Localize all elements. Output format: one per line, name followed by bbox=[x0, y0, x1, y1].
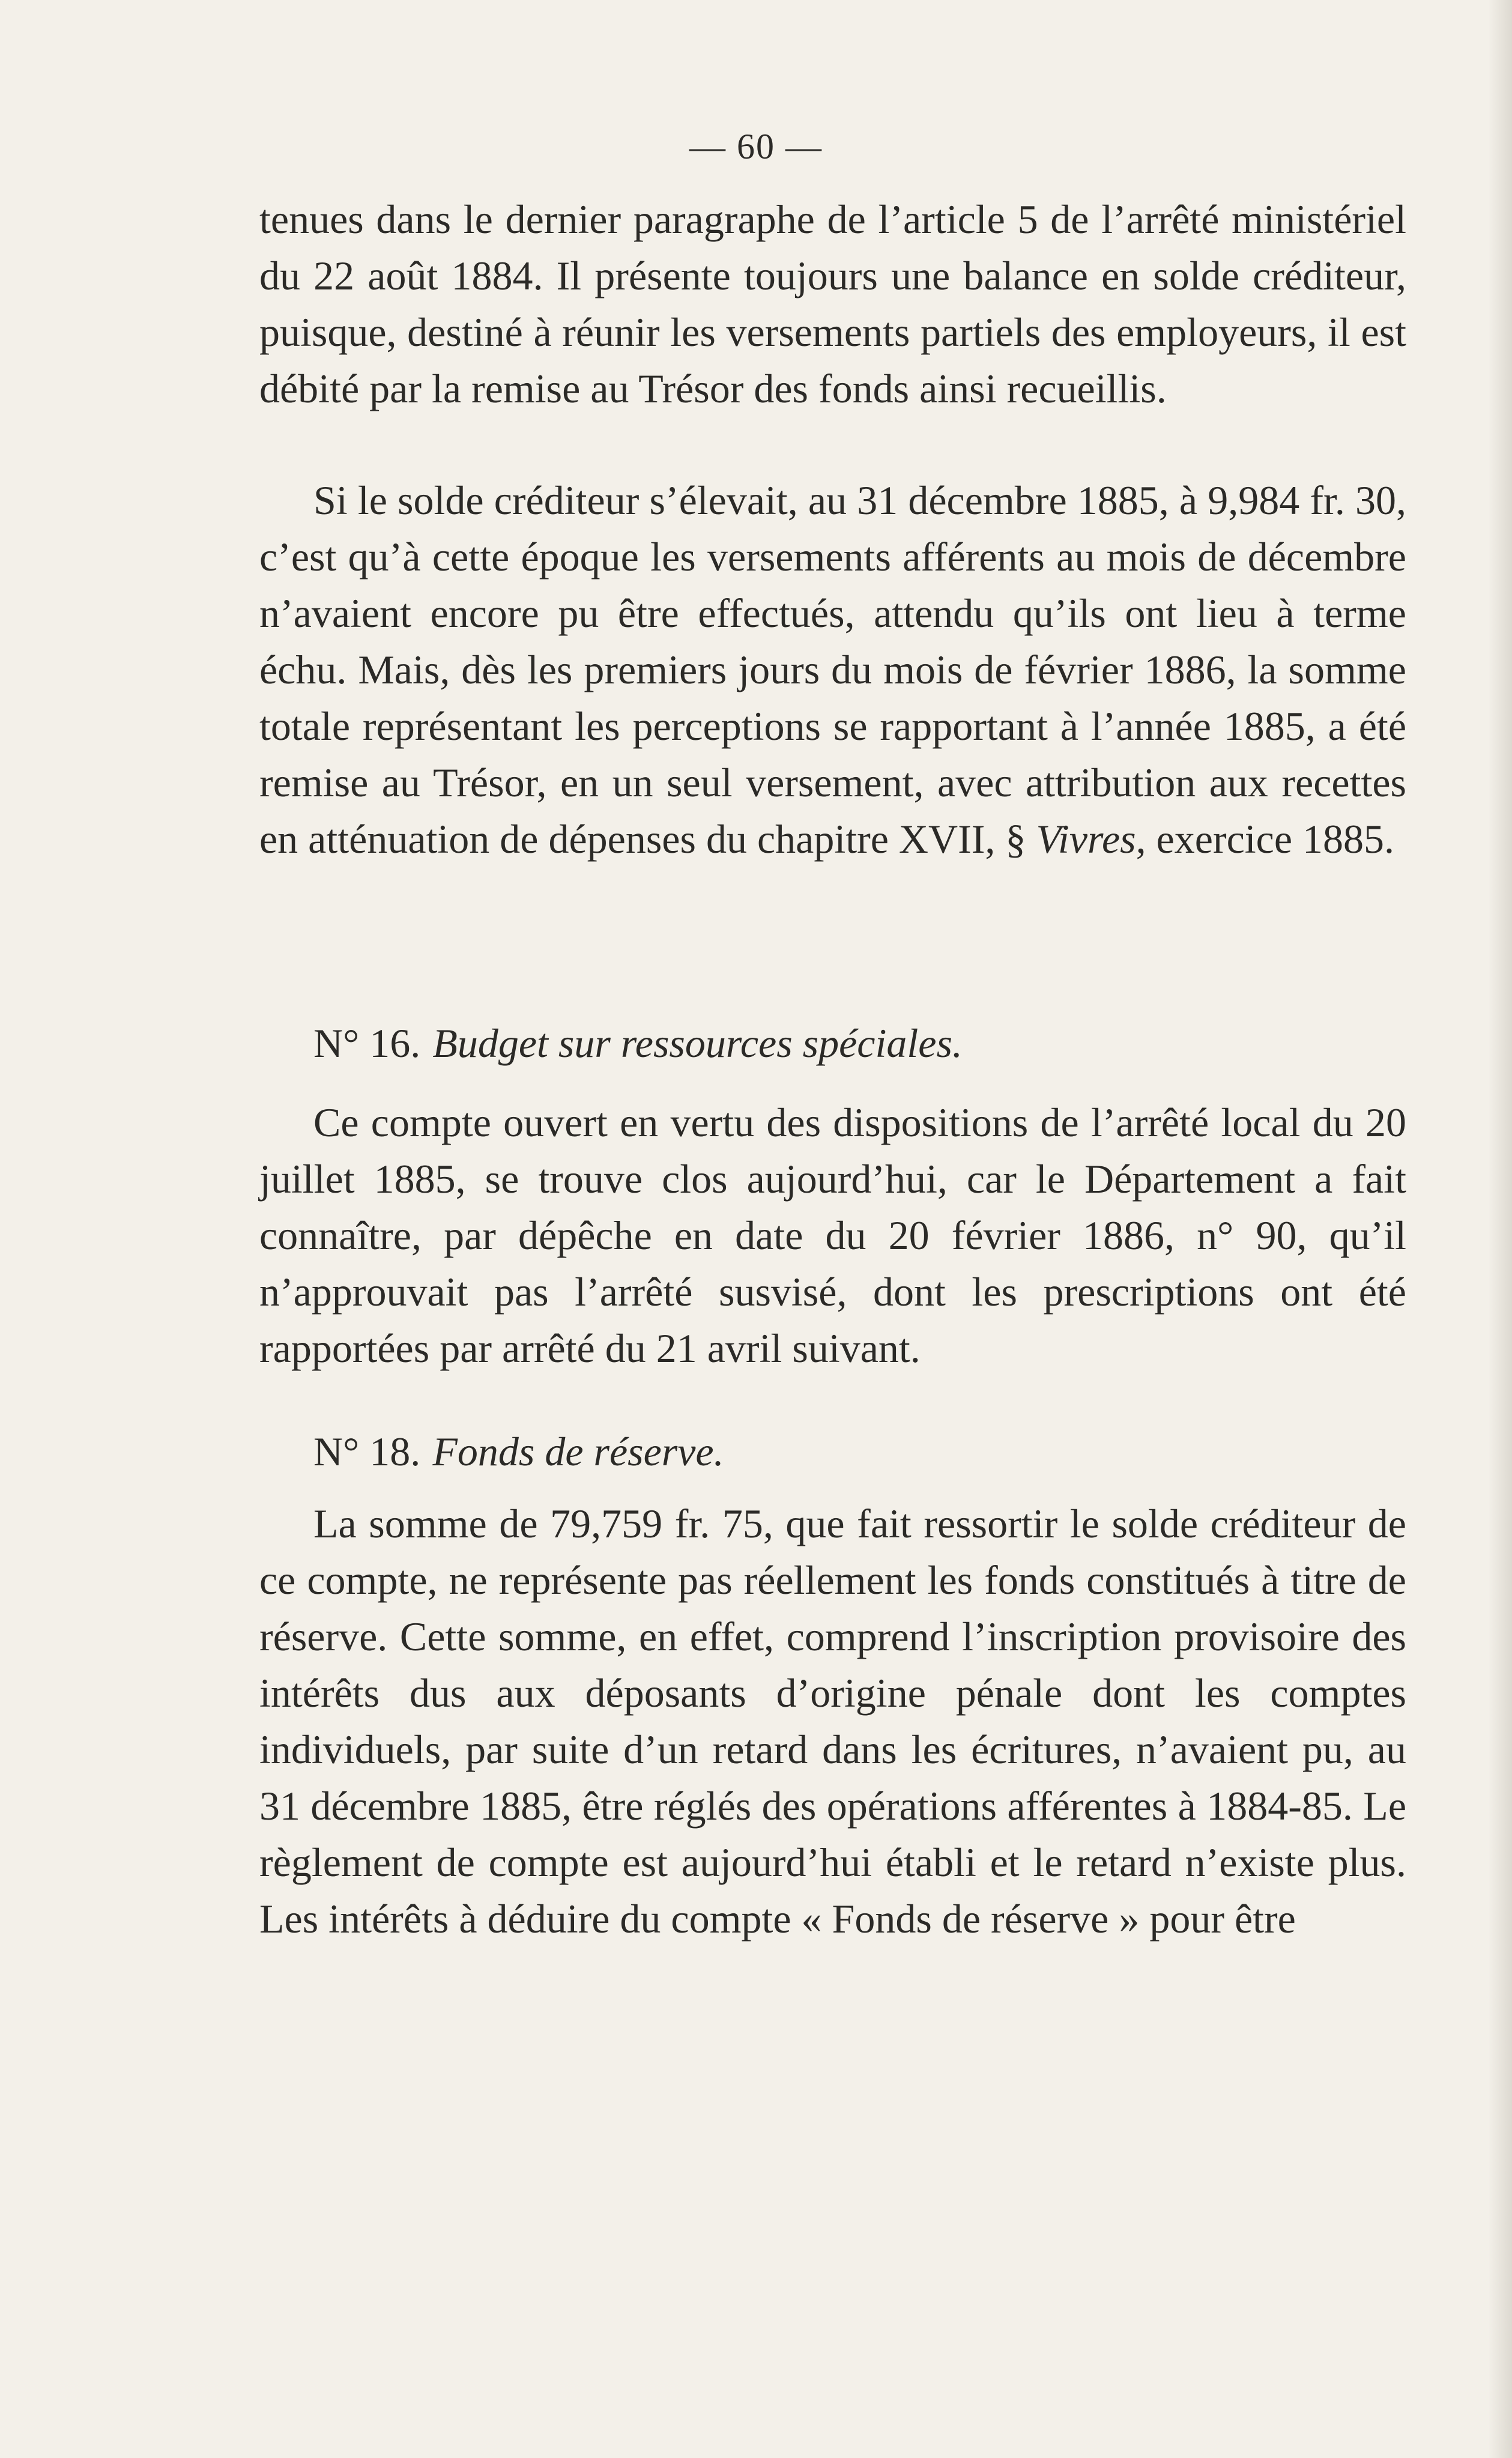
page-edge-shadow bbox=[1488, 0, 1512, 2458]
paragraph-text bbox=[259, 472, 1406, 867]
paragraph-italic-term: Vivres bbox=[1036, 816, 1136, 862]
section-title: Budget sur ressources spéciales. bbox=[432, 1020, 963, 1066]
paragraph-solde-crediteur bbox=[259, 472, 1406, 867]
section-number: N° 16. bbox=[313, 1020, 421, 1066]
paragraph-text-part: , exercice 1885. bbox=[1136, 816, 1395, 862]
paragraph-text-part: Si le solde créditeur s’élevait, au 31 décembre 1885, à 9,984 fr. 30, c’est qu’à cette époque les versements afférents au mois de décembre n’avaient encore pu être effectués, attendu qu’ils ont lieu à terme échu. Mais, dès les premiers jours du mois de février 1886, la somme totale représentant les perceptions se rapportant à l’année 1885, a été remise au Trésor, en un seul versement, avec attribution aux recettes en atténuation de dépenses du chapitre XVII, § bbox=[259, 477, 1406, 862]
paragraph-text: Ce compte ouvert en vertu des dispositions de l’arrêté local du 20 juillet 1885, se trouve clos aujourd’hui, car le Département a fait connaître, par dépêche en date du 20 février 1886, n° 90, qu’il n’approuvait pas l’arrêté susvisé, dont les prescriptions ont été rapportées par arrêté du 21 avril suivant. bbox=[259, 1100, 1406, 1371]
paragraph-budget bbox=[259, 1094, 1406, 1376]
section-title: Fonds de réserve. bbox=[432, 1429, 724, 1474]
page-number: — 60 — bbox=[689, 127, 823, 166]
paragraph-text: tenues dans le dernier paragraphe de l’article 5 de l’arrêté ministériel du 22 août 1884. Il présente toujours une balance en solde créditeur, puisque, destiné à réunir les versements partiels des employeurs, il est débité par la remise au Trésor des fonds ainsi recueillis. bbox=[259, 196, 1406, 411]
paragraph-text: La somme de 79,759 fr. 75, que fait ressortir le solde créditeur de ce compte, ne représente pas réellement les fonds constitués à titre de réserve. Cette somme, en effet, comprend l’inscription provisoire des intérêts dus aux déposants d’origine pénale dont les comptes individuels, par suite d’un retard dans les écritures, n’avaient pu, au 31 décembre 1885, être réglés des opérations afférentes à 1884-85. Le règlement de compte est aujourd’hui établi et le retard n’existe plus. Les intérêts à déduire du compte « Fonds de réserve » pour être bbox=[259, 1501, 1406, 1942]
section-number: N° 18. bbox=[313, 1429, 421, 1474]
section-heading-16 bbox=[313, 1015, 963, 1071]
paragraph-fonds-reserve bbox=[259, 1495, 1406, 1947]
section-heading-18 bbox=[313, 1423, 724, 1480]
paragraph-continuation bbox=[259, 191, 1406, 417]
